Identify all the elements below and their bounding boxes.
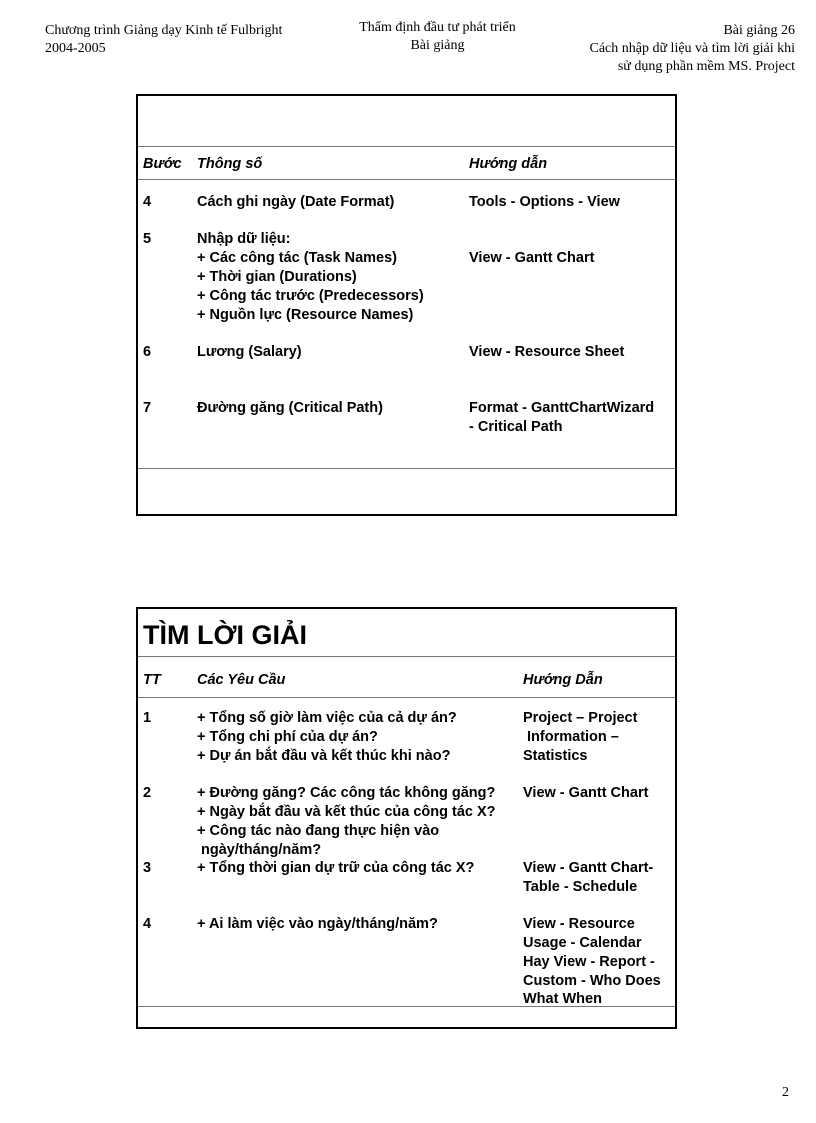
row-guide: - Critical Path xyxy=(469,419,563,435)
header-right xyxy=(589,22,795,76)
row-req: + Tổng chi phí của dự án? xyxy=(197,729,378,745)
row-guide: Project – Project xyxy=(523,710,638,726)
row-req: + Ai làm việc vào ngày/tháng/năm? xyxy=(197,916,438,932)
header-lecture-number: Bài giảng 26 xyxy=(723,23,795,38)
row-guide: View - Gantt Chart- xyxy=(523,860,654,876)
row-param: Nhập dữ liệu: xyxy=(197,231,291,247)
slide2-title: TÌM LỜI GIẢI xyxy=(143,620,308,650)
row-no: 3 xyxy=(143,860,152,876)
row-guide: Information – xyxy=(523,729,619,745)
row-guide: Tools - Options - View xyxy=(469,194,620,210)
row-param: Cách ghi ngày (Date Format) xyxy=(197,194,395,210)
row-param: + Nguồn lực (Resource Names) xyxy=(197,307,414,323)
row-guide: View - Resource Sheet xyxy=(469,344,625,360)
slide-data-entry xyxy=(136,94,677,516)
slide1-divider-bottom xyxy=(138,468,675,469)
row-no: 4 xyxy=(143,916,152,932)
header-lecture-title-line1: Cách nhập dữ liệu và tìm lời giải khi xyxy=(589,41,795,56)
col-header-requirement: Các Yêu Cầu xyxy=(197,672,286,688)
col-header-no: TT xyxy=(143,672,161,688)
row-req: + Tổng thời gian dự trữ của công tác X? xyxy=(197,860,475,876)
row-no: 1 xyxy=(143,710,152,726)
col-header-guide: Hướng Dẫn xyxy=(523,672,603,688)
row-guide: Hay View - Report - xyxy=(523,954,655,970)
col-header-guide: Hướng dẫn xyxy=(469,156,548,172)
row-step: 5 xyxy=(143,231,152,247)
row-guide: View - Gantt Chart xyxy=(469,250,595,266)
row-guide: Statistics xyxy=(523,748,588,764)
row-req: + Đường găng? Các công tác không găng? xyxy=(197,785,496,801)
row-req: + Ngày bắt đầu và kết thúc của công tác X? xyxy=(197,804,496,820)
row-step: 7 xyxy=(143,400,152,416)
col-header-step: Bước xyxy=(143,156,182,172)
header-type: Bài giảng xyxy=(410,38,465,53)
slide2-divider-header xyxy=(138,697,675,698)
row-param: Đường găng (Critical Path) xyxy=(197,400,383,416)
row-guide: Format - GanttChartWizard xyxy=(469,400,655,416)
header-lecture-title-line2: sử dụng phần mềm MS. Project xyxy=(617,59,795,74)
slide2-divider-top xyxy=(138,656,675,657)
row-guide: Table - Schedule xyxy=(523,879,638,895)
col-header-param: Thông số xyxy=(197,156,263,172)
header-program: Chương trình Giảng dạy Kinh tế Fulbright xyxy=(45,23,283,38)
row-guide: Custom - Who Does xyxy=(523,973,661,989)
row-req: + Công tác nào đang thực hiện vào xyxy=(197,823,440,839)
slide1-divider-header xyxy=(138,179,675,180)
row-param: + Thời gian (Durations) xyxy=(197,269,357,285)
header-year: 2004-2005 xyxy=(45,41,106,56)
row-param: Lương (Salary) xyxy=(197,344,302,360)
row-step: 6 xyxy=(143,344,152,360)
row-param: + Các công tác (Task Names) xyxy=(197,250,397,266)
slide1-divider-top xyxy=(138,146,675,147)
row-guide: View - Gantt Chart xyxy=(523,785,649,801)
row-guide: Usage - Calendar xyxy=(523,935,642,951)
header-left xyxy=(45,22,282,58)
header-center xyxy=(330,19,545,55)
row-req: + Tổng số giờ làm việc của cả dự án? xyxy=(197,710,457,726)
row-req: + Dự án bắt đầu và kết thúc khi nào? xyxy=(197,748,451,764)
header-course: Thẩm định đầu tư phát triển xyxy=(359,20,516,35)
row-no: 2 xyxy=(143,785,152,801)
page-number: 2 xyxy=(782,1085,789,1100)
row-step: 4 xyxy=(143,194,152,210)
row-guide: What When xyxy=(523,991,602,1007)
row-guide: View - Resource xyxy=(523,916,635,932)
row-param: + Công tác trước (Predecessors) xyxy=(197,288,424,304)
slide-find-solution xyxy=(136,607,677,1029)
row-req: ngày/tháng/năm? xyxy=(197,842,322,858)
